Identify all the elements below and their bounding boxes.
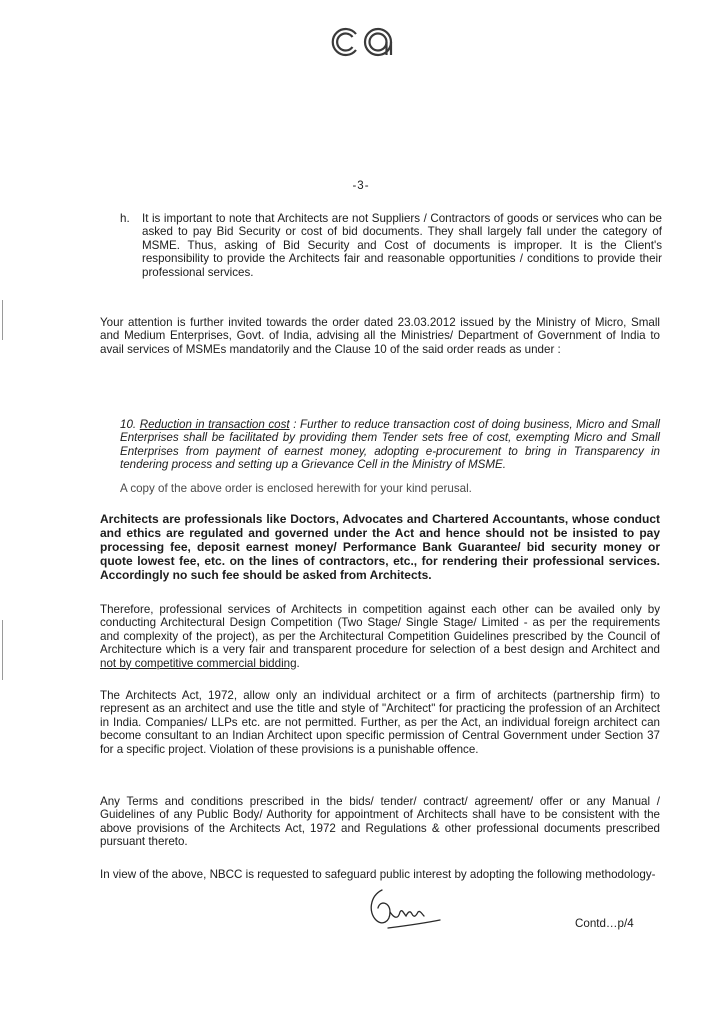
list-marker: h. <box>120 212 130 225</box>
continuation-note: Contd…p/4 <box>575 917 634 930</box>
ca-logo <box>326 24 408 60</box>
paragraph-architects-act: The Architects Act, 1972, allow only an individual architect or a firm of architects (partnership firm) to represent as an architect and use the title and style of "Architect" for practicing the profession of an Architect in India. Companies/ LLPs etc. are not permitted. Further, as per the Act, an individual foreign architect can become consultant to an Indian Architect upon specific permission of Central Government under Section 37 for a specific project. Violation of these provisions is a punishable offence. <box>100 689 660 756</box>
scan-edge-mark <box>2 300 3 340</box>
clause-body: : Further to reduce transaction cost of doing business, Micro and Small Enterprises shall be facilitated by providing them Tender sets free of cost, exempting Micro and Small Enterprises from payment of earnest money, adopting e-procurement to bring in Transparency in tendering process and setting up a Grievance Cell in the Ministry of MSME. <box>120 418 660 472</box>
clause-number: 10. <box>120 418 140 431</box>
handwritten-signature <box>364 882 454 938</box>
list-item-text: It is important to note that Architects are not Suppliers / Contractors of goods or services who can be asked to pay Bid Security or cost of bid documents. They shall largely fall under the category of MSME. Thus, asking of Bid Security and Cost of documents is improper. It is the Client's responsibility to provide the Architects fair and reasonable opportunities / conditions to provide their professional services. <box>142 212 662 279</box>
paragraph-text: Therefore, professional services of Architects in competition against each other can be availed only by conducting Architectural Design Competition (Two Stage/ Single Stage/ Limited - as per the requirements and complexity of the project), as per the Architectural Competition Guidelines prescribed by the Council of Architecture which is a very fair and transparent procedure for selection of a best design and Architect and <box>100 603 660 657</box>
list-item-h <box>120 212 662 279</box>
underlined-text: not by competitive commercial bidding <box>100 656 297 670</box>
paragraph-order-reference: Your attention is further invited towards the order dated 23.03.2012 issued by the Ministry of Micro, Small and Medium Enterprises, Govt. of India, advising all the Ministries/ Department of Government of India to avail services of MSMEs mandatorily and the Clause 10 of the said order reads as under : <box>100 316 660 356</box>
paragraph-terms-conditions: Any Terms and conditions prescribed in the bids/ tender/ contract/ agreement/ offer or any Manual / Guidelines of any Public Body/ Authority for appointment of Architects shall have to be consistent with the above provisions of the Architects Act, 1972 and Regulations & other professional documents prescribed pursuant thereto. <box>100 795 660 849</box>
paragraph-competition: Therefore, professional services of Architects in competition against each other can be availed only by conducting Architectural Design Competition (Two Stage/ Single Stage/ Limited - as per the requirements and complexity of the project), as per the Architectural Competition Guidelines prescribed by the Council of Architecture which is a very fair and transparent procedure for selection of a best design and Architect and not by competitive commercial bidding. <box>100 603 660 670</box>
clause-heading: Reduction in transaction cost <box>139 418 290 431</box>
enclosure-note: A copy of the above order is enclosed herewith for your kind perusal. <box>120 482 472 495</box>
paragraph-nbcc-request: In view of the above, NBCC is requested to safeguard public interest by adopting the following methodology- <box>100 868 656 881</box>
bold-paragraph: Architects are professionals like Doctors, Advocates and Chartered Accountants, whose conduct and ethics are regulated and governed under the Act and hence should not be insisted to pay processing fee, deposit earnest money/ Performance Bank Guarantee/ bid security money or quote lowest fee, etc. on the lines of contractors, etc., for rendering their professional services. Accordingly no such fee should be asked from Architects. <box>100 512 660 582</box>
page-number: -3- <box>352 180 370 192</box>
quoted-clause <box>120 418 660 472</box>
scan-edge-mark <box>2 620 3 680</box>
